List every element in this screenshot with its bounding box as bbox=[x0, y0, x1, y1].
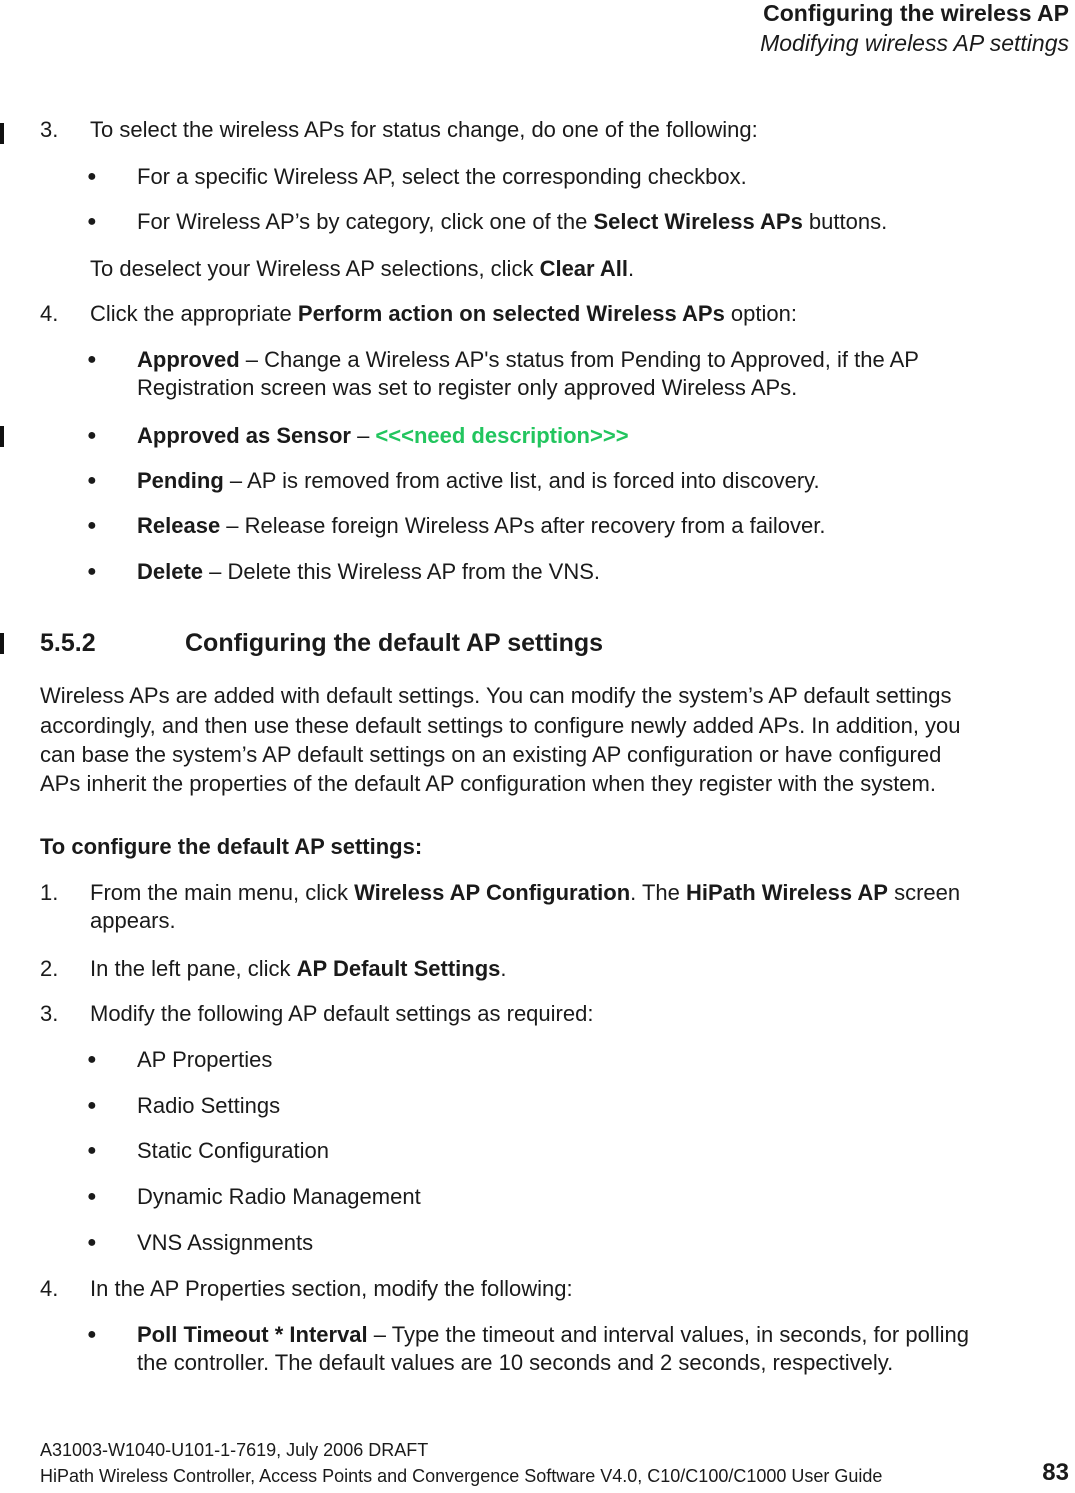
paragraph-line: accordingly, and then use these default settings to configure newly added APs. In addition, you bbox=[40, 713, 961, 738]
bullet-icon: ● bbox=[87, 1326, 97, 1343]
list-item: For Wireless AP’s by category, click one of the Select Wireless APs buttons. bbox=[137, 209, 888, 234]
step-text: Modify the following AP default settings as required: bbox=[90, 1001, 594, 1026]
change-bar bbox=[0, 633, 4, 654]
bullet-icon: ● bbox=[87, 1142, 97, 1159]
footer-doc-title: HiPath Wireless Controller, Access Points and Convergence Software V4.0, C10/C100/C1000 User Guide bbox=[40, 1466, 883, 1486]
list-item: Pending – AP is removed from active list, and is forced into discovery. bbox=[137, 468, 820, 493]
page-number: 83 bbox=[1042, 1459, 1069, 1486]
list-item: Static Configuration bbox=[137, 1138, 329, 1163]
bullet-icon: ● bbox=[87, 427, 97, 444]
footer-doc-id: A31003-W1040-U101-1-7619, July 2006 DRAFT bbox=[40, 1440, 429, 1460]
step-number: 2. bbox=[40, 956, 59, 981]
list-item-continuation: Registration screen was set to register only approved Wireless APs. bbox=[137, 375, 798, 400]
placeholder-note: <<<need description>>> bbox=[375, 423, 629, 448]
running-header-title: Configuring the wireless AP bbox=[763, 0, 1069, 26]
list-item: For a specific Wireless AP, select the corresponding checkbox. bbox=[137, 164, 747, 189]
paragraph-line: Wireless APs are added with default settings. You can modify the system’s AP default settings bbox=[40, 683, 952, 708]
bullet-icon: ● bbox=[87, 168, 97, 185]
bullet-icon: ● bbox=[87, 1188, 97, 1205]
paragraph-line: APs inherit the properties of the default AP configuration when they register with the system. bbox=[40, 771, 936, 796]
list-item: Approved – Change a Wireless AP's status from Pending to Approved, if the AP bbox=[137, 347, 919, 372]
step-number: 4. bbox=[40, 1276, 59, 1301]
step-text: From the main menu, click Wireless AP Configuration. The HiPath Wireless AP screen bbox=[90, 880, 961, 905]
step-number: 3. bbox=[40, 1001, 59, 1026]
list-item: Poll Timeout * Interval – Type the timeout and interval values, in seconds, for polling bbox=[137, 1322, 969, 1347]
step-text: In the left pane, click AP Default Settings. bbox=[90, 956, 507, 981]
bullet-icon: ● bbox=[87, 351, 97, 368]
step-number: 4. bbox=[40, 301, 59, 326]
procedure-heading: To configure the default AP settings: bbox=[40, 834, 423, 859]
list-item: Delete – Delete this Wireless AP from the VNS. bbox=[137, 559, 601, 584]
list-item: Approved as Sensor – <<<need description>>> bbox=[137, 423, 629, 448]
step-number: 3. bbox=[40, 117, 59, 142]
bullet-icon: ● bbox=[87, 213, 97, 230]
list-item: AP Properties bbox=[137, 1047, 273, 1072]
running-header-subtitle: Modifying wireless AP settings bbox=[760, 30, 1069, 56]
bullet-icon: ● bbox=[87, 517, 97, 534]
step-text: To select the wireless APs for status change, do one of the following: bbox=[90, 117, 758, 142]
section-title: Configuring the default AP settings bbox=[185, 629, 604, 657]
list-item: Radio Settings bbox=[137, 1093, 281, 1118]
step-number: 1. bbox=[40, 880, 59, 905]
list-item: Dynamic Radio Management bbox=[137, 1184, 421, 1209]
bullet-icon: ● bbox=[87, 1097, 97, 1114]
bullet-icon: ● bbox=[87, 563, 97, 580]
list-item-continuation: the controller. The default values are 10 seconds and 2 seconds, respectively. bbox=[137, 1350, 894, 1375]
list-item: Release – Release foreign Wireless APs after recovery from a failover. bbox=[137, 513, 826, 538]
change-bar bbox=[0, 123, 4, 144]
section-number: 5.5.2 bbox=[40, 629, 96, 657]
deselect-instruction: To deselect your Wireless AP selections, click Clear All. bbox=[90, 256, 635, 281]
paragraph-line: can base the system’s AP default settings on an existing AP configuration or have configured bbox=[40, 742, 942, 767]
list-item: VNS Assignments bbox=[137, 1230, 314, 1255]
bullet-icon: ● bbox=[87, 472, 97, 489]
bullet-icon: ● bbox=[87, 1234, 97, 1251]
step-text-continuation: appears. bbox=[90, 908, 176, 933]
change-bar bbox=[0, 426, 4, 447]
bullet-icon: ● bbox=[87, 1051, 97, 1068]
step-text: Click the appropriate Perform action on selected Wireless APs option: bbox=[90, 301, 797, 326]
step-text: In the AP Properties section, modify the following: bbox=[90, 1276, 573, 1301]
